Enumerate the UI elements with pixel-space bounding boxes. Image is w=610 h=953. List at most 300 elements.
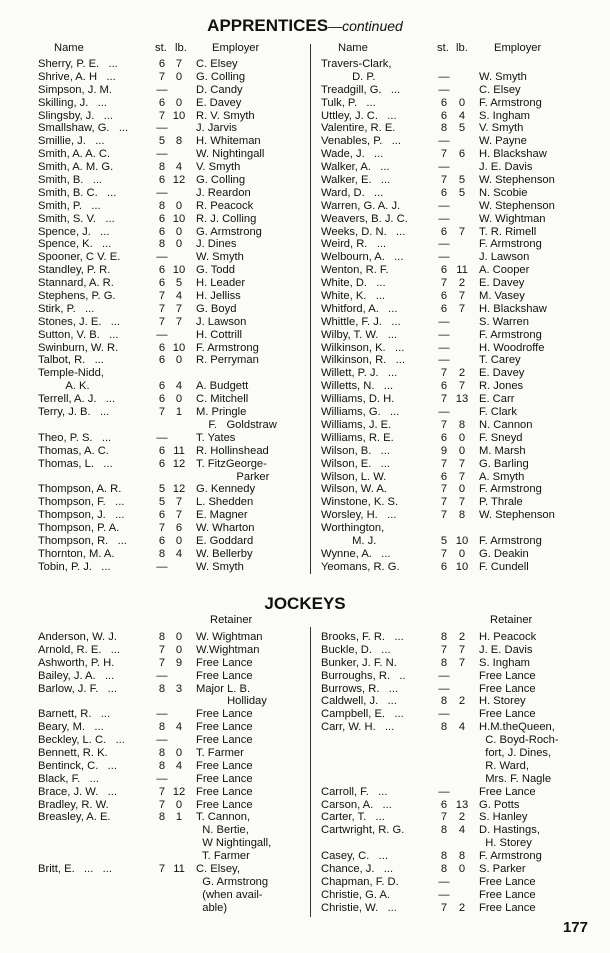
entry-pounds: 0	[175, 631, 183, 643]
entry-pounds: 0	[175, 96, 183, 109]
table-row	[38, 58, 308, 71]
entry-stone: 7	[158, 863, 166, 876]
entry-employer: A. Smyth	[479, 470, 525, 483]
entry-name: Bailey, J. A. ...	[38, 669, 115, 682]
entry-employer: N. Bertie,	[196, 824, 249, 837]
entry-employer: S. Ingham	[479, 656, 530, 669]
entry-name: Anderson, W. J.	[38, 631, 117, 643]
entry-name: Beary, M. ...	[38, 721, 104, 734]
table-row	[321, 432, 581, 445]
entry-employer: C. Elsey,	[196, 863, 240, 876]
entry-pounds: 10	[172, 341, 186, 354]
entry-employer: H.M.theQueen,	[479, 721, 555, 734]
table-row	[321, 695, 581, 708]
table-row	[321, 419, 581, 432]
entry-employer: S. Ingham	[479, 109, 530, 122]
entry-employer: able)	[196, 901, 228, 914]
entry-pounds: 10	[172, 212, 186, 225]
entry-name: White, K. ...	[321, 290, 386, 303]
entry-pounds: 5	[458, 122, 466, 135]
entry-employer: M. Vasey	[479, 290, 525, 303]
table-row	[321, 721, 581, 734]
entry-pounds: 7	[458, 380, 466, 393]
table-row	[38, 850, 308, 863]
entry-employer: H. Whiteman	[196, 135, 261, 148]
entry-stone: —	[438, 682, 450, 695]
entry-employer: J. Reardon	[196, 186, 251, 199]
entry-name: D. P.	[321, 70, 376, 83]
table-row	[38, 522, 308, 535]
entry-employer: H. Woodroffe	[479, 341, 545, 354]
entry-name: Buckle, D. ...	[321, 643, 391, 656]
entry-name: Spence, J. ...	[38, 225, 110, 238]
entry-stone: —	[156, 83, 168, 96]
table-row	[321, 522, 581, 535]
table-row	[321, 200, 581, 213]
entry-stone: 8	[440, 122, 448, 135]
table-row	[38, 734, 308, 747]
table-row	[321, 445, 581, 458]
entry-employer: W. Smyth	[196, 560, 244, 573]
entry-name: Smith, A. M. G.	[38, 161, 114, 174]
entry-employer: W. Wharton	[196, 522, 255, 535]
entry-name: Willett, P. J. ...	[321, 367, 398, 380]
entry-stone: 6	[440, 290, 448, 303]
table-row	[321, 483, 581, 496]
table-row	[38, 773, 308, 786]
entry-name: Ashworth, P. H.	[38, 656, 115, 669]
entry-name: Spooner, C V. E.	[38, 251, 121, 264]
entry-pounds: 4	[175, 380, 183, 393]
table-row	[38, 445, 308, 458]
entry-stone: —	[438, 212, 450, 225]
entry-stone: 8	[158, 811, 166, 824]
entry-name: Weavers, B. J. C.	[321, 212, 408, 225]
entry-employer: N. Cannon	[479, 418, 533, 431]
entry-employer: Major L. B.	[196, 682, 251, 695]
table-row	[321, 889, 581, 902]
entry-pounds: 6	[175, 522, 183, 535]
jockeys-title: JOCKEYS	[264, 594, 346, 613]
entry-pounds: 7	[458, 457, 466, 470]
entry-employer: Free Lance	[196, 721, 253, 734]
table-row	[321, 251, 581, 264]
table-row	[321, 548, 581, 561]
entry-stone: —	[438, 354, 450, 367]
entry-stone: 8	[440, 824, 448, 837]
entry-pounds: 0	[458, 96, 466, 109]
entry-stone: 8	[158, 199, 166, 212]
entry-name: Thomas, A. C.	[38, 444, 109, 457]
entry-pounds: 11	[173, 863, 185, 876]
entry-stone: 6	[158, 225, 166, 238]
entry-stone: 6	[440, 186, 448, 199]
entry-name: Carroll, F. ...	[321, 785, 388, 798]
table-row	[321, 406, 581, 419]
entry-name: Theo, P. S. ...	[38, 431, 112, 444]
entry-stone: 6	[158, 174, 166, 187]
entry-name: Breasley, A. E.	[38, 811, 111, 824]
table-row	[321, 187, 581, 200]
entry-name: Wilby, T. W. ...	[321, 328, 398, 341]
entry-stone: 7	[440, 811, 448, 824]
entry-name: Chapman, F. D.	[321, 875, 399, 888]
entry-employer: F. Goldstraw	[196, 418, 277, 431]
entry-employer: C. Elsey	[196, 58, 238, 70]
entry-stone: 6	[158, 96, 166, 109]
table-row	[321, 747, 581, 760]
entry-stone: 7	[440, 547, 448, 560]
entry-employer: Free Lance	[479, 785, 536, 798]
entry-stone: 5	[440, 534, 448, 547]
entry-stone: 8	[440, 850, 448, 863]
entry-stone: 6	[158, 264, 166, 277]
entry-name: Casey, C. ...	[321, 850, 388, 863]
table-row	[321, 535, 581, 548]
table-row	[38, 200, 308, 213]
entry-stone: 9	[440, 444, 448, 457]
table-row	[38, 226, 308, 239]
entry-employer: G. Armstrong	[196, 875, 269, 888]
table-row	[321, 277, 581, 290]
entry-employer: (when avail-	[196, 888, 263, 901]
entry-employer: Free Lance	[479, 901, 536, 914]
column-divider	[310, 627, 311, 917]
table-row	[321, 380, 581, 393]
entry-stone: 6	[158, 380, 166, 393]
entry-name: Wilson, B. ...	[321, 444, 391, 457]
entry-name: Caldwell, J. ...	[321, 695, 397, 708]
entry-stone: 8	[158, 682, 166, 695]
entry-stone: 6	[440, 560, 448, 573]
entry-stone: 8	[158, 747, 166, 760]
entry-pounds: 7	[458, 225, 466, 238]
table-row	[38, 483, 308, 496]
entry-name: Smith, B. C. ...	[38, 186, 117, 199]
entry-pounds: 12	[172, 457, 186, 470]
entry-pounds: 7	[175, 496, 183, 509]
entry-stone: —	[156, 560, 168, 573]
entry-employer: M. Pringle	[196, 406, 247, 419]
apprentices-title-suffix: —continued	[328, 18, 403, 34]
table-row	[321, 863, 581, 876]
entry-stone: —	[438, 251, 450, 264]
entry-employer: T. Carey	[479, 354, 521, 367]
entry-employer: E. Carr	[479, 393, 515, 406]
entry-stone: 8	[158, 547, 166, 560]
entry-pounds: 3	[175, 682, 183, 695]
entry-name: Wade, J. ...	[321, 148, 384, 161]
entry-name: Willetts, N. ...	[321, 380, 394, 393]
entry-employer: E. Davey	[479, 277, 525, 290]
table-row	[321, 58, 581, 71]
entry-stone: 7	[440, 483, 448, 496]
retainer-header-right: Retainer	[490, 614, 533, 626]
entry-stone: 6	[440, 470, 448, 483]
entry-employer: S. Warren	[479, 315, 529, 328]
entry-name: Wynne, A. ...	[321, 547, 391, 560]
table-row	[38, 213, 308, 226]
table-row	[38, 432, 308, 445]
table-row	[38, 760, 308, 773]
entry-employer: T. Farmer	[196, 850, 250, 863]
entry-employer: J. Lawson	[196, 315, 247, 328]
entry-pounds: 0	[175, 643, 183, 656]
entry-name: Brooks, F. R. ...	[321, 631, 404, 643]
entry-pounds: 5	[175, 277, 183, 290]
table-row	[321, 97, 581, 110]
entry-stone: 8	[440, 656, 448, 669]
table-row	[321, 471, 581, 484]
table-row	[38, 902, 308, 915]
entry-pounds: 4	[175, 759, 183, 772]
table-row	[38, 535, 308, 548]
entry-pounds: 7	[175, 302, 183, 315]
entry-employer: L. Shedden	[196, 496, 254, 509]
entry-name: Williams, G. ...	[321, 406, 400, 419]
entry-stone: 7	[440, 277, 448, 290]
table-row	[38, 548, 308, 561]
entry-stone: —	[438, 328, 450, 341]
entry-employer: W. Payne	[479, 135, 527, 148]
entry-employer: T. Farmer	[196, 747, 244, 760]
table-row	[38, 683, 308, 696]
entry-name: Worsley, H. ...	[321, 509, 397, 522]
entry-pounds: 11	[173, 444, 185, 457]
entry-employer: H. Blackshaw	[479, 302, 547, 315]
entry-pounds: 8	[458, 418, 466, 431]
entry-employer: W.Wightman	[196, 643, 260, 656]
entry-pounds: 2	[458, 811, 466, 824]
entry-pounds: 7	[175, 315, 183, 328]
table-row	[321, 496, 581, 509]
entry-employer: W. Nightingall	[196, 148, 265, 161]
table-row	[38, 747, 308, 760]
entry-employer: D. Candy	[196, 83, 243, 96]
entry-name: Campbell, E. ...	[321, 708, 404, 721]
table-row	[38, 786, 308, 799]
entry-stone: 6	[158, 212, 166, 225]
entry-employer: J. E. Davis	[479, 161, 533, 174]
entry-employer: Free Lance	[196, 759, 253, 772]
entry-stone: 7	[158, 302, 166, 315]
entry-name: Smith, B. ...	[38, 174, 103, 187]
entry-name: White, D. ...	[321, 277, 386, 290]
entry-employer: J. Dines	[196, 238, 237, 251]
entry-employer: N. Scobie	[479, 186, 528, 199]
table-row	[321, 161, 581, 174]
entry-name: Stones, J. E. ...	[38, 315, 121, 328]
entry-name: Spence, K. ...	[38, 238, 112, 251]
entry-name: Stephens, P. G.	[38, 290, 116, 303]
entry-employer: V. Smyth	[196, 161, 241, 174]
entry-employer: Parker	[196, 470, 270, 483]
entry-pounds: 4	[175, 721, 183, 734]
entry-name: Venables, P. ...	[321, 135, 402, 148]
table-row	[321, 226, 581, 239]
entry-employer: R. Hollinshead	[196, 444, 269, 457]
entry-pounds: 4	[175, 290, 183, 303]
entry-name: Treadgill, G. ...	[321, 83, 401, 96]
entry-pounds: 10	[172, 264, 186, 277]
table-row	[38, 97, 308, 110]
entry-employer: W. Smyth	[479, 70, 527, 83]
entry-stone: —	[438, 669, 450, 682]
entry-pounds: 4	[175, 547, 183, 560]
entry-employer: H. Leader	[196, 277, 246, 290]
entry-employer: W. Wightman	[479, 212, 546, 225]
table-row	[321, 148, 581, 161]
entry-employer: R. J. Colling	[196, 212, 257, 225]
entry-stone: 6	[158, 534, 166, 547]
entry-stone: 6	[158, 457, 166, 470]
entry-name: Simpson, J. M.	[38, 83, 112, 96]
entry-stone: 6	[440, 302, 448, 315]
table-row	[38, 393, 308, 406]
table-row	[38, 290, 308, 303]
entry-name: Wilson, L. W.	[321, 470, 387, 483]
entry-employer: G. Todd	[196, 264, 235, 277]
entry-employer: G. Colling	[196, 70, 246, 83]
entry-stone: 7	[440, 509, 448, 522]
header-employer-left: Employer	[212, 42, 260, 54]
entry-pounds: 2	[458, 901, 466, 914]
entry-stone: —	[438, 83, 450, 96]
table-row	[38, 264, 308, 277]
entry-employer: Free Lance	[479, 875, 536, 888]
entry-name: Wilkinson, K. ...	[321, 341, 405, 354]
page-number: 177	[562, 919, 588, 936]
entry-pounds: 0	[175, 534, 183, 547]
entry-name: Wenton, R. F.	[321, 264, 389, 277]
entry-name: Stirk, P. ...	[38, 302, 95, 315]
table-row	[38, 303, 308, 316]
entry-name: M. J.	[321, 534, 377, 547]
entry-name: Valentire, R. E.	[321, 122, 396, 135]
entry-employer: F. Sneyd	[479, 431, 523, 444]
entry-stone: —	[156, 148, 168, 161]
table-row	[38, 329, 308, 342]
entry-stone: 6	[440, 431, 448, 444]
entry-stone: —	[156, 708, 168, 721]
entry-stone: 7	[158, 109, 166, 122]
entry-name: Bradley, R. W.	[38, 798, 109, 811]
entry-name: Carson, A. ...	[321, 798, 392, 811]
entry-pounds: 13	[455, 798, 469, 811]
table-row	[38, 354, 308, 367]
entry-name: Wilkinson, R. ...	[321, 354, 405, 367]
entry-stone: —	[156, 734, 168, 747]
entry-name: Christie, W. ...	[321, 901, 397, 914]
entry-name: Thompson, A. R.	[38, 483, 122, 496]
entry-employer: J. Jarvis	[196, 122, 238, 135]
entry-employer: Free Lance	[196, 708, 253, 721]
entry-stone: —	[438, 199, 450, 212]
entry-employer: Holliday	[196, 695, 267, 708]
table-row	[38, 824, 308, 837]
entry-employer: W. Bellerby	[196, 547, 253, 560]
entry-pounds: 4	[458, 824, 466, 837]
entry-stone: 7	[440, 367, 448, 380]
header-name-right: Name	[338, 42, 368, 54]
table-row	[321, 458, 581, 471]
entry-stone: —	[438, 70, 450, 83]
entry-stone: 7	[440, 496, 448, 509]
table-row	[38, 811, 308, 824]
entry-stone: —	[438, 135, 450, 148]
entry-pounds: 0	[458, 547, 466, 560]
table-row	[321, 708, 581, 721]
entry-stone: 8	[158, 238, 166, 251]
entry-stone: 8	[440, 695, 448, 708]
entry-pounds: 7	[458, 656, 466, 669]
table-row	[38, 695, 308, 708]
entry-employer: V. Smyth	[479, 122, 524, 135]
table-row	[321, 824, 581, 837]
entry-name: Cartwright, R. G.	[321, 824, 405, 837]
entry-employer: R. Perryman	[196, 354, 259, 367]
entry-employer: H. Cottrill	[196, 328, 242, 341]
entry-stone: 7	[158, 798, 166, 811]
table-row	[321, 670, 581, 683]
table-row	[38, 342, 308, 355]
entry-name: Thompson, J. ...	[38, 509, 125, 522]
table-row	[38, 135, 308, 148]
entry-employer: W. Smyth	[196, 251, 244, 264]
table-row	[38, 863, 308, 876]
table-row	[321, 683, 581, 696]
table-row	[321, 342, 581, 355]
entry-name: Welbourn, A. ...	[321, 251, 404, 264]
entry-employer: G. Barling	[479, 457, 529, 470]
table-row	[321, 84, 581, 97]
entry-pounds: 8	[175, 135, 183, 148]
entry-pounds: 7	[458, 643, 466, 656]
entry-name: Sherry, P. E. ...	[38, 58, 118, 70]
jockeys-right-column	[321, 631, 581, 915]
entry-employer: G. Potts	[479, 798, 520, 811]
entry-stone: 7	[440, 174, 448, 187]
entry-employer: F. Armstrong	[479, 96, 542, 109]
entry-name: Shrive, A. H ...	[38, 70, 116, 83]
apprentices-right-column	[321, 58, 581, 574]
entry-name: Bunker, J. F. N.	[321, 656, 397, 669]
entry-employer: R. Jones	[479, 380, 524, 393]
entry-stone: 6	[440, 96, 448, 109]
entry-stone: 6	[158, 58, 166, 70]
table-row	[321, 644, 581, 657]
entry-name: Weird, R. ...	[321, 238, 387, 251]
table-row	[321, 811, 581, 824]
entry-stone: 6	[440, 798, 448, 811]
table-row	[38, 148, 308, 161]
entry-employer: R. Peacock	[196, 199, 254, 212]
entry-name: Williams, R. E.	[321, 431, 394, 444]
entry-employer: F. Armstrong	[479, 238, 542, 251]
table-row	[321, 876, 581, 889]
entry-name: Thompson, P. A.	[38, 522, 120, 535]
table-row	[321, 773, 581, 786]
entry-stone: 6	[158, 509, 166, 522]
entry-name: Terrell, A. J. ...	[38, 393, 116, 406]
table-row	[321, 354, 581, 367]
entry-name: Stannard, A. R.	[38, 277, 114, 290]
entry-stone: 7	[158, 290, 166, 303]
table-row	[321, 213, 581, 226]
entry-stone: 8	[158, 631, 166, 643]
entry-employer: S. Hanley	[479, 811, 528, 824]
entry-stone: 8	[440, 863, 448, 876]
